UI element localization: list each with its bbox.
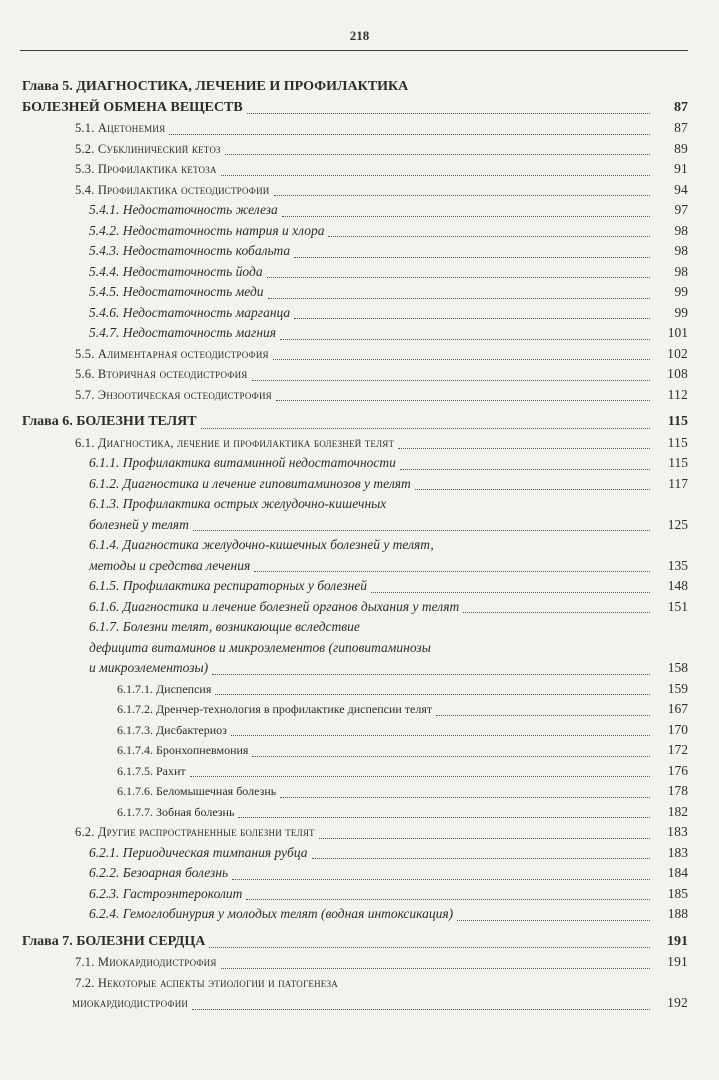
- toc-page-ref: 97: [674, 202, 688, 217]
- toc-page-ref: 98: [674, 263, 688, 279]
- toc-page-ref: 135: [667, 557, 688, 573]
- toc-chapter-7: [22, 932, 688, 953]
- toc-subsection-6-1-6: [22, 597, 688, 618]
- toc-item-6-1-7-3: [22, 720, 688, 741]
- toc-section-5-6: [22, 364, 688, 385]
- dot-leader: [328, 236, 650, 237]
- dot-leader: [221, 968, 650, 969]
- toc-entry-title: 5.4.2. Недостаточность натрия и хлора: [89, 222, 325, 238]
- toc-entry-title: 5.6. Вторичная остеодистрофия: [75, 367, 248, 381]
- toc-subsection-5-4-3: [22, 241, 688, 262]
- toc-section-5-2: [22, 139, 688, 160]
- dot-leader: [225, 154, 650, 155]
- dot-leader: [252, 756, 650, 757]
- toc-entry-title-cont: миокардиодистрофии: [72, 996, 189, 1010]
- toc-entry-title-cont: и микроэлементозы): [89, 660, 209, 675]
- toc-subsection-6-1-3: [22, 494, 688, 535]
- toc-section-5-1: [22, 118, 688, 139]
- toc-entry-title: 5.4.7. Недостаточность магния: [89, 325, 277, 340]
- dot-leader: [254, 571, 650, 572]
- toc-page-ref: 117: [668, 475, 688, 491]
- dot-leader: [282, 216, 650, 217]
- toc-subsection-5-4-6: [22, 303, 688, 324]
- dot-leader: [238, 817, 650, 818]
- toc-section-6-2: [22, 822, 688, 843]
- dot-leader: [192, 1009, 650, 1010]
- header-rule: [20, 50, 688, 51]
- toc-entry-title: 6.1.7.4. Бронхопневмония: [117, 743, 249, 757]
- toc-page-ref: 89: [674, 140, 688, 156]
- toc-subsection-6-1-2: [22, 474, 688, 495]
- toc-entry-title: 6.2.4. Гемоглобинурия у молодых телят (водная интоксикация): [89, 906, 454, 921]
- dot-leader: [246, 899, 650, 900]
- toc-page-ref: 176: [667, 762, 688, 778]
- dot-leader: [215, 694, 650, 695]
- toc-entry-title: 5.2. Субклинический кетоз: [75, 141, 221, 156]
- dot-leader: [193, 530, 650, 531]
- dot-leader: [415, 489, 650, 490]
- toc-subsection-6-1-4: [22, 535, 688, 576]
- dot-leader: [252, 380, 650, 381]
- toc-page-ref: 183: [667, 824, 688, 839]
- toc-page-ref: 183: [667, 844, 688, 860]
- toc-entry-title: Глава 5. ДИАГНОСТИКА, ЛЕЧЕНИЕ И ПРОФИЛАКТИКА: [22, 79, 409, 94]
- toc-subsection-6-2-2: [22, 863, 688, 884]
- dot-leader: [371, 592, 650, 593]
- dot-leader: [398, 448, 650, 449]
- toc-subsection-6-1-1: [22, 453, 688, 474]
- dot-leader: [267, 277, 650, 278]
- toc-page-ref: 108: [667, 366, 688, 381]
- toc-section-5-7: [22, 385, 688, 406]
- dot-leader: [231, 735, 650, 736]
- toc-page-ref: 99: [674, 284, 688, 299]
- toc-entry-title: 5.4.6. Недостаточность марганца: [89, 304, 291, 320]
- toc-page-ref: 167: [667, 701, 688, 716]
- toc-page-ref: 182: [667, 803, 688, 819]
- toc-entry-title: Глава 6. БОЛЕЗНИ ТЕЛЯТ: [22, 414, 197, 429]
- toc-entry-title: 6.2.3. Гастроэнтероколит: [89, 885, 243, 901]
- toc-entry-title: 6.1.7.1. Диспепсия: [117, 681, 212, 696]
- dot-leader: [319, 838, 650, 839]
- toc-page-ref: 87: [674, 99, 688, 115]
- toc-page-ref: 99: [674, 304, 688, 320]
- toc-page-ref: 178: [667, 783, 688, 798]
- toc-entry-title: 6.1.2. Диагностика и лечение гиповитаминозов у телят: [89, 475, 411, 491]
- toc-section-5-5: [22, 344, 688, 365]
- toc-section-7-2: [22, 973, 688, 1014]
- toc-entry-title: 5.1. Ацетонемия: [75, 121, 166, 135]
- toc-entry-title: 6.1.4. Диагностика желудочно-кишечных болезней у телят,: [89, 537, 434, 552]
- toc-entry-title: 5.3. Профилактика кетоза: [75, 162, 217, 176]
- dot-leader: [232, 879, 650, 880]
- toc-item-6-1-7-5: [22, 761, 688, 782]
- toc-page-ref: 151: [667, 598, 688, 614]
- toc-section-6-1: [22, 433, 688, 454]
- dot-leader: [221, 175, 650, 176]
- toc-entry-title: 6.1.1. Профилактика витаминной недостаточности: [89, 455, 396, 470]
- toc-page-ref: 191: [667, 933, 688, 949]
- toc-page-ref: 112: [667, 386, 688, 402]
- toc-subsection-5-4-5: [22, 282, 688, 303]
- toc-entry-title: 5.4.1. Недостаточность железа: [89, 202, 278, 217]
- toc-entry-title: 6.1.6. Диагностика и лечение болезней органов дыхания у телят: [89, 598, 460, 614]
- toc-page-ref: 159: [667, 680, 688, 696]
- toc-entry-title: 6.2.1. Периодическая тимпания рубца: [89, 844, 308, 860]
- dot-leader: [190, 776, 650, 777]
- toc-subsection-6-2-4: [22, 904, 688, 925]
- toc-subsection-6-1-5: [22, 576, 688, 597]
- dot-leader: [273, 359, 650, 360]
- dot-leader: [312, 858, 651, 859]
- toc-page-ref: 172: [667, 742, 688, 757]
- toc-subsection-5-4-2: [22, 221, 688, 242]
- toc-item-6-1-7-4: [22, 740, 688, 761]
- toc-entry-title: 6.1.7.2. Дренчер-технология в профилактике диспепсии телят: [117, 702, 433, 716]
- toc-subsection-6-1-7: [22, 617, 688, 679]
- dot-leader: [268, 298, 650, 299]
- toc-entry-title: 6.1.7.3. Дисбактериоз: [117, 722, 227, 737]
- toc-section-5-4: [22, 180, 688, 201]
- toc-section-7-1: [22, 952, 688, 973]
- toc-page-ref: 102: [667, 345, 688, 361]
- toc-subsection-6-2-3: [22, 884, 688, 905]
- toc-entry-title: 6.1.3. Профилактика острых желудочно-кишечных: [89, 496, 387, 511]
- toc-entry-title-cont: БОЛЕЗНЕЙ ОБМЕНА ВЕЩЕСТВ: [22, 99, 243, 115]
- toc-entry-title: 5.4.4. Недостаточность йода: [89, 263, 263, 279]
- toc-entry-title-cont: методы и средства лечения: [89, 557, 251, 573]
- toc-entry-title: 6.1.7.6. Беломышечная болезнь: [117, 784, 277, 798]
- dot-leader: [436, 715, 650, 716]
- dot-leader: [294, 257, 650, 258]
- toc-page-ref: 101: [667, 325, 688, 340]
- toc-subsection-5-4-1: [22, 200, 688, 221]
- toc-entry-title: 7.1. Миокардиодистрофия: [75, 955, 217, 969]
- toc-entry-title: Глава 7. БОЛЕЗНИ СЕРДЦА: [22, 933, 206, 949]
- toc-page-ref: 98: [674, 243, 688, 258]
- toc-entry-title: 5.4.3. Недостаточность кобальта: [89, 243, 291, 258]
- toc-entry-title: 6.1.7.7. Зобная болезнь: [117, 804, 235, 819]
- toc-page-ref: 115: [667, 414, 688, 429]
- toc-subsection-6-2-1: [22, 843, 688, 864]
- toc-page-ref: 87: [674, 120, 688, 135]
- toc-page-ref: 125: [667, 516, 688, 532]
- toc-item-6-1-7-1: [22, 679, 688, 700]
- dot-leader: [274, 195, 651, 196]
- toc-entry-title-cont: болезней у телят: [89, 516, 189, 532]
- toc-entry-title: 5.7. Энзоотическая остеодистрофия: [75, 387, 272, 402]
- dot-leader: [280, 339, 650, 340]
- toc-subsection-5-4-7: [22, 323, 688, 344]
- toc-entry-title: 7.2. Некоторые аспекты этиологии и патогенеза: [75, 975, 339, 990]
- toc-page-ref: 192: [667, 995, 688, 1010]
- toc-page-ref: 98: [674, 222, 688, 238]
- toc-page-ref: 188: [667, 906, 688, 921]
- toc-entry-title: 5.4.5. Недостаточность меди: [89, 284, 264, 299]
- toc-page-ref: 191: [667, 954, 688, 969]
- toc-entry-title: 6.1. Диагностика, лечение и профилактика болезней телят: [75, 435, 395, 450]
- toc-page-ref: 185: [667, 885, 688, 901]
- toc-page-ref: 148: [667, 578, 688, 593]
- dot-leader: [276, 400, 650, 401]
- table-of-contents: [22, 77, 688, 1014]
- toc-page-ref: 158: [667, 660, 688, 675]
- toc-item-6-1-7-7: [22, 802, 688, 823]
- toc-entry-title: 6.1.7. Болезни телят, возникающие вследствие: [89, 619, 360, 634]
- toc-entry-title: 6.1.5. Профилактика респираторных у болезней: [89, 578, 368, 593]
- dot-leader: [280, 797, 650, 798]
- dot-leader: [400, 469, 650, 470]
- toc-entry-title: 6.1.7.5. Рахит: [117, 763, 186, 778]
- toc-page-ref: 94: [674, 181, 688, 197]
- dot-leader: [457, 920, 650, 921]
- dot-leader: [212, 674, 650, 675]
- dot-leader: [463, 612, 650, 613]
- toc-entry-title-cont: дефицита витаминов и микроэлементов (гиповитаминозы: [89, 639, 431, 655]
- dot-leader: [201, 428, 650, 429]
- dot-leader: [209, 947, 650, 948]
- toc-page-ref: 91: [674, 161, 688, 176]
- toc-subsection-5-4-4: [22, 262, 688, 283]
- dot-leader: [294, 318, 650, 319]
- dot-leader: [247, 113, 650, 114]
- toc-item-6-1-7-6: [22, 781, 688, 802]
- dot-leader: [169, 134, 650, 135]
- toc-page-ref: 184: [667, 865, 688, 880]
- toc-page-ref: 115: [667, 434, 688, 450]
- toc-item-6-1-7-2: [22, 699, 688, 720]
- toc-section-5-3: [22, 159, 688, 180]
- toc-entry-title: 5.4. Профилактика остеодистрофии: [75, 182, 270, 197]
- toc-entry-title: 5.5. Алиментарная остеодистрофия: [75, 346, 269, 361]
- toc-entry-title: 6.2. Другие распространенные болезни телят: [75, 825, 315, 839]
- toc-entry-title: 6.2.2. Безоарная болезнь: [89, 865, 229, 880]
- toc-chapter-6: [22, 412, 688, 433]
- toc-chapter-5: [22, 77, 688, 118]
- page-number: 218: [349, 28, 370, 43]
- toc-page-ref: 170: [667, 721, 688, 737]
- toc-page-ref: 115: [668, 455, 688, 470]
